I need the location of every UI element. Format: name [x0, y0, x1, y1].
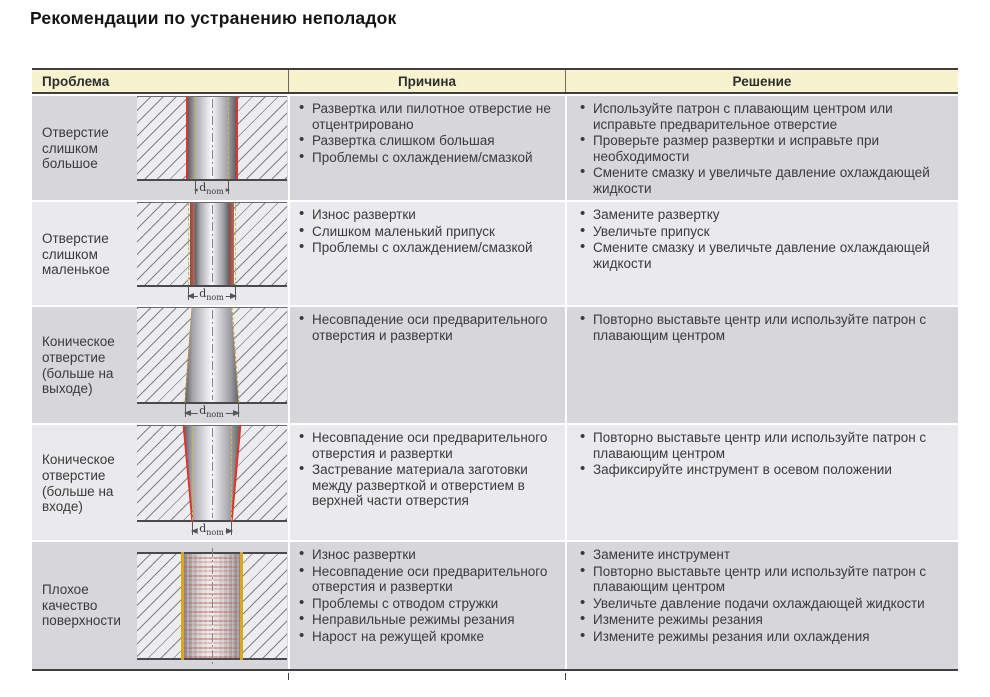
- hatched-material: [137, 552, 287, 660]
- dimension-label: $d_{nom}$: [199, 181, 224, 197]
- problem-label: Плохое качество поверхности: [42, 581, 121, 629]
- column-divider-tick: [565, 673, 566, 680]
- cause-list: [298, 312, 561, 343]
- cause-item: • Проблемы с охлаждением/смазкой: [298, 240, 561, 256]
- cause-list: [298, 430, 561, 509]
- hole-cross-section-diagram: [137, 202, 287, 307]
- diagram-cell: [135, 425, 288, 542]
- dimension: [137, 522, 287, 542]
- cause-cell: [288, 425, 565, 542]
- dimension: [137, 181, 287, 201]
- solution-list: [579, 547, 954, 645]
- solution-item: • Измените режимы резания или охлаждения: [579, 629, 954, 645]
- hole-cross-section-diagram: [137, 96, 287, 201]
- solution-item: • Смените смазку и увеличьте давление охлаждающей жидкости: [579, 165, 954, 196]
- solution-cell: [565, 425, 958, 542]
- dimension: [137, 287, 287, 307]
- diagram-cell: [135, 307, 288, 424]
- centerline: [212, 428, 213, 518]
- problem-label: Коническое отверстие (больше на входе): [42, 451, 115, 515]
- column-divider-tick: [288, 673, 289, 680]
- nominal-dashed-line: [192, 426, 193, 520]
- cause-item: • Развертка слишком большая: [298, 133, 561, 149]
- problem-label: Отверстие слишком маленькое: [42, 230, 110, 278]
- problem-label: Отверстие слишком большое: [42, 124, 109, 172]
- cause-item: • Износ развертки: [298, 547, 561, 563]
- diagram-cell: [135, 96, 288, 201]
- hole-cross-section-diagram: [137, 307, 287, 424]
- table-row: [32, 425, 958, 540]
- hatched-material: [137, 96, 287, 181]
- cause-cell: [288, 542, 565, 669]
- cause-list: [298, 207, 561, 256]
- surface-edge-line: [181, 552, 184, 660]
- centerline: [212, 205, 213, 283]
- solution-item: • Увеличьте припуск: [579, 224, 954, 240]
- hatched-material: [137, 425, 287, 522]
- diagram-cell: [135, 202, 288, 307]
- solution-item: • Зафиксируйте инструмент в осевом положении: [579, 462, 954, 478]
- cause-item: • Несовпадение оси предварительного отверстия и развертки: [298, 430, 561, 461]
- cause-item: • Нарост на режущей кромке: [298, 629, 561, 645]
- nominal-dashed-line: [231, 426, 232, 520]
- diagram-cell: [135, 542, 288, 669]
- cause-item: • Развертка или пилотное отверстие не отцентрировано: [298, 101, 561, 132]
- table-row: [32, 202, 958, 305]
- hatched-material: [137, 307, 287, 404]
- solution-item: • Повторно выставьте центр или используйте патрон с плавающим центром: [579, 564, 954, 595]
- dimension: [137, 404, 287, 424]
- cause-cell: [288, 202, 565, 307]
- solution-list: [579, 207, 954, 271]
- table-row: [32, 96, 958, 200]
- solution-cell: [565, 542, 958, 669]
- remaining-material-band: [229, 203, 234, 285]
- cause-item: • Несовпадение оси предварительного отверстия и развертки: [298, 564, 561, 595]
- table-header-row: [32, 68, 958, 94]
- table-row: [32, 542, 958, 671]
- actual-diameter-line: [236, 97, 238, 179]
- solution-list: [579, 312, 954, 343]
- centerline: [212, 99, 213, 177]
- cause-item: • Износ развертки: [298, 207, 561, 223]
- cause-item: • Проблемы с отводом стружки: [298, 596, 561, 612]
- header-problem: Проблема: [42, 73, 110, 89]
- solution-item: • Проверьте размер развертки и исправьте при необходимости: [579, 133, 954, 164]
- dimension-label: $d_{nom}$: [199, 522, 224, 538]
- solution-cell: [565, 307, 958, 424]
- solution-item: • Повторно выставьте центр или используйте патрон с плавающим центром: [579, 430, 954, 461]
- troubleshooting-table: [32, 68, 958, 671]
- header-solution: Решение: [565, 70, 958, 92]
- cause-list: [298, 101, 561, 165]
- solution-cell: [565, 202, 958, 307]
- nominal-dashed-line: [235, 203, 236, 285]
- hole-cross-section-diagram: [137, 552, 287, 660]
- header-cause: Причина: [288, 70, 565, 92]
- solution-item: • Смените смазку и увеличьте давление охлаждающей жидкости: [579, 240, 954, 271]
- surface-edge-line: [240, 552, 243, 660]
- nominal-dashed-line: [228, 97, 229, 179]
- centerline: [212, 548, 213, 664]
- solution-item: • Используйте патрон с плавающим центром или исправьте предварительное отверстие: [579, 101, 954, 132]
- dimension-label: $d_{nom}$: [199, 404, 224, 420]
- cause-list: [298, 547, 561, 645]
- dimension-label: $d_{nom}$: [199, 287, 224, 303]
- solution-list: [579, 101, 954, 197]
- solution-item: • Замените инструмент: [579, 547, 954, 563]
- actual-diameter-line: [186, 97, 188, 179]
- cause-cell: [288, 96, 565, 201]
- problem-label: Коническое отверстие (больше на выходе): [42, 333, 115, 397]
- page-title: Рекомендации по устранению неполадок: [30, 8, 397, 28]
- cause-item: • Застревание материала заготовки между разверткой и отверстием в верхней части отверстия: [298, 462, 561, 509]
- centerline: [212, 310, 213, 400]
- solution-cell: [565, 96, 958, 201]
- cause-item: • Несовпадение оси предварительного отверстия и развертки: [298, 312, 561, 343]
- cause-item: • Проблемы с охлаждением/смазкой: [298, 150, 561, 166]
- cause-item: • Неправильные режимы резания: [298, 612, 561, 628]
- remaining-material-band: [190, 203, 195, 285]
- cause-item: • Слишком маленький припуск: [298, 224, 561, 240]
- solution-item: • Измените режимы резания: [579, 612, 954, 628]
- cause-cell: [288, 307, 565, 424]
- hole-cross-section-diagram: [137, 425, 287, 542]
- hatched-material: [137, 202, 287, 287]
- nominal-dashed-line: [188, 203, 189, 285]
- solution-list: [579, 430, 954, 478]
- solution-item: • Замените развертку: [579, 207, 954, 223]
- table-row: [32, 307, 958, 423]
- solution-item: • Увеличьте давление подачи охлаждающей жидкости: [579, 596, 954, 612]
- nominal-dashed-line: [195, 97, 196, 179]
- solution-item: • Повторно выставьте центр или используйте патрон с плавающим центром: [579, 312, 954, 343]
